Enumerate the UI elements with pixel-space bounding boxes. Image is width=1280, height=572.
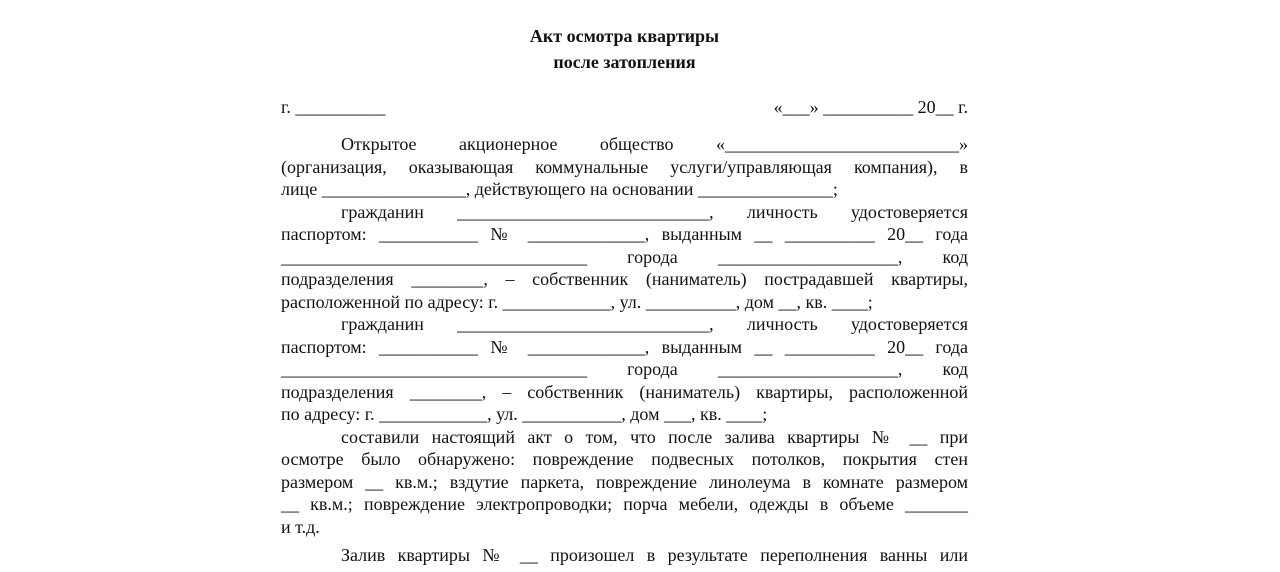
text-line: подразделения ________, – собственник (наниматель) квартиры, расположенной [281,381,968,402]
text-line: Открытое акционерное общество «__________________________» [341,134,968,154]
document-title: Акт осмотра квартиры [529,26,720,46]
text-line: расположенной по адресу: г. ____________, ул. __________, дом __, кв. ____; [281,291,873,312]
text-line: __________________________________ города ____________________, код [281,246,968,267]
city-field: г. __________ [281,97,386,117]
text-line: паспортом: ___________ № _____________, выданным __ __________ 20__ года [281,336,968,357]
text-line: размером __ кв.м.; вздутие паркета, повреждение линолеума в комнате размером [281,471,968,492]
document-subtitle: после затопления [553,52,696,72]
date-field: «___» __________ 20__ г. [773,97,968,117]
place-date-line [281,96,968,118]
text-line: составили настоящий акт о том, что после залива квартиры № __ при [341,426,968,447]
text-line: осмотре было обнаружено: повреждение подвесных потолков, покрытия стен [281,449,968,469]
text-line: Залив квартиры № __ произошел в результате переполнения ванны или [341,545,968,565]
text-line: паспортом: ___________ № _____________, выданным __ __________ 20__ года [281,224,968,244]
document-page [281,0,968,567]
text-line: гражданин ____________________________, личность удостоверяется [341,314,968,334]
text-line: лице ________________, действующего на основании _______________; [281,179,838,199]
text-line: гражданин ____________________________, личность удостоверяется [341,201,968,222]
text-line: по адресу: г. ____________, ул. ___________, дом ___, кв. ____; [281,404,768,424]
document-body [281,133,968,567]
text-line: и т.д. [281,516,320,537]
text-line: подразделения ________, – собственник (наниматель) пострадавшей квартиры, [281,269,968,289]
text-line: (организация, оказывающая коммунальные услуги/управляющая компания), в [281,156,968,177]
text-line: __________________________________ города ____________________, код [281,359,968,379]
text-line: __ кв.м.; повреждение электропроводки; порча мебели, одежды в объеме _______ [281,494,968,514]
